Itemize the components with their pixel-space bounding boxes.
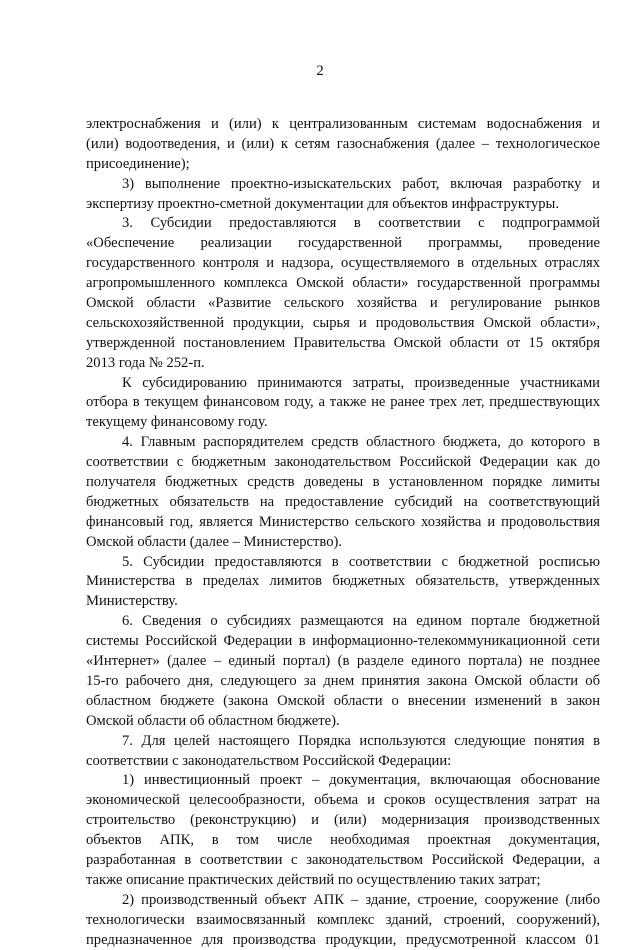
text-line: строительство (реконструкцию) и (или) модернизация производственных: [86, 812, 600, 829]
text-line: 2) производственный объект АПК – здание, строение, сооружение (либо: [122, 891, 600, 908]
document-body: [86, 115, 600, 950]
text-line: электроснабжения и (или) к централизованным системам водоснабжения и: [86, 116, 600, 132]
text-line: 3. Субсидии предоставляются в соответствии с подпрограммой: [122, 215, 600, 232]
text-line: отбора в текущем финансовом году, а также не ранее трех лет, предшествующих: [86, 394, 600, 411]
text-line: К субсидированию принимаются затраты, произведенные участниками: [122, 374, 600, 391]
text-line: «Обеспечение реализации государственной программы, проведение: [86, 235, 600, 252]
text-line: экономической целесообразности, объема и сроков осуществления затрат на: [86, 792, 600, 809]
text-line: 7. Для целей настоящего Порядка используются следующие понятия в: [122, 732, 600, 749]
text-line: 3) выполнение проектно-изыскательских работ, включая разработку и: [122, 175, 600, 192]
text-line: финансовый год, является Министерство сельского хозяйства и продовольствия: [86, 513, 600, 530]
text-line: 5. Субсидии предоставляются в соответствии с бюджетной росписью: [122, 553, 600, 570]
text-line: текущему финансовому году.: [86, 414, 268, 431]
text-line: Министерства в пределах лимитов бюджетных обязательств, утвержденных: [86, 573, 600, 590]
text-line: бюджетных обязательств на предоставление субсидий на соответствующий: [86, 493, 600, 510]
text-line: технологически взаимосвязанный комплекс зданий, строений, сооружений),: [86, 911, 600, 928]
text-line: соответствии с бюджетным законодательством Российской Федерации как до: [86, 454, 600, 471]
page-number: 2: [316, 63, 324, 79]
text-line: государственного контроля и надзора, осуществляемого в отдельных отраслях: [86, 255, 600, 272]
text-line: утвержденной постановлением Правительства Омской области от 15 октября: [86, 334, 600, 351]
text-line: разработанная в соответствии с законодательством Российской Федерации, а: [86, 851, 600, 868]
text-line: получателя бюджетных средств доведены в установленном порядке лимиты: [86, 474, 600, 491]
text-line: соответствии с законодательством Российской Федерации:: [86, 752, 452, 769]
text-line: объектов АПК, в том числе необходимая проектная документация,: [86, 832, 600, 849]
text-line: 2013 года № 252-п.: [86, 354, 205, 371]
text-line: агропромышленного комплекса Омской области» государственной программы: [86, 275, 600, 292]
text-line: областном бюджете (закона Омской области о внесении изменений в закон: [86, 692, 600, 709]
text-line: «Интернет» (далее – единый портал) (в разделе единого портала) не позднее: [86, 653, 600, 670]
text-line: 15-го рабочего дня, следующего за днем принятия закона Омской области об: [86, 672, 600, 689]
text-line: Министерству.: [86, 593, 178, 610]
text-line: Омской области (далее – Министерство).: [86, 533, 342, 550]
text-line: Омской области «Развитие сельского хозяйства и регулирование рынков: [86, 295, 600, 312]
text-line: 1) инвестиционный проект – документация, включающая обоснование: [122, 772, 600, 789]
text-line: присоединение);: [86, 155, 190, 172]
text-line: (или) водоотведения, и (или) к сетям газоснабжения (далее – технологическое: [86, 135, 600, 152]
text-line: предназначенное для производства продукции, предусмотренной классом 01: [86, 931, 600, 948]
text-line: также описание практических действий по осуществлению таких затрат;: [86, 871, 541, 888]
text-line: 6. Сведения о субсидиях размещаются на едином портале бюджетной: [122, 613, 600, 630]
text-line: экспертизу проектно-сметной документации для объектов инфраструктуры.: [86, 195, 560, 212]
text-line: 4. Главным распорядителем средств областного бюджета, до которого в: [122, 434, 600, 451]
text-line: системы Российской Федерации в информационно-телекоммуникационной сети: [86, 633, 600, 650]
text-line: Омской области об областном бюджете).: [86, 712, 340, 729]
text-line: сельскохозяйственной продукции, сырья и продовольствия Омской области»,: [86, 314, 600, 331]
